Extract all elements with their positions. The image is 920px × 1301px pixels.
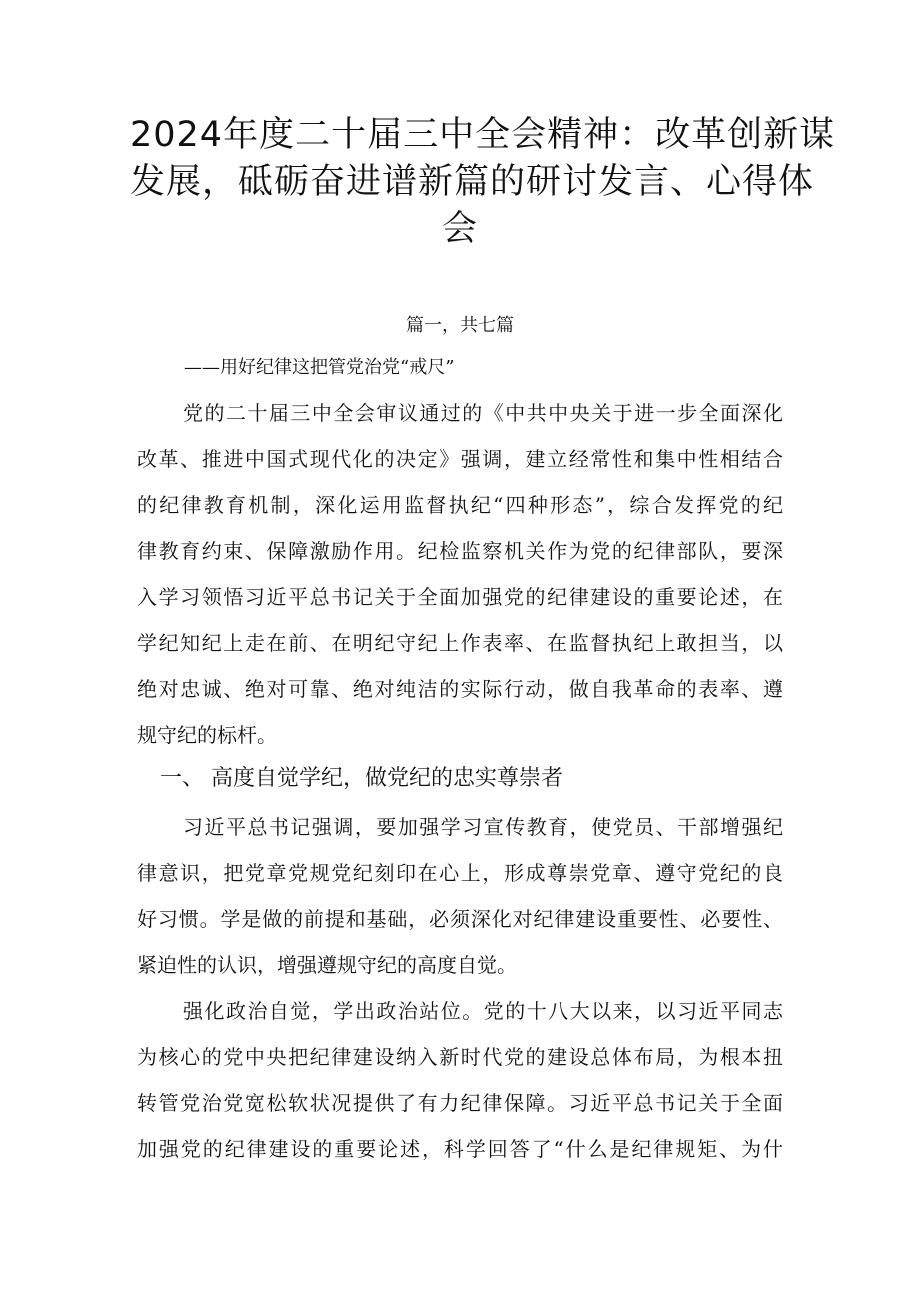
text-line: 规守纪的标杆。 <box>137 723 277 747</box>
text-line: 改革、推进中国式现代化的决定》强调，建立经常性和集中性相结合 <box>137 447 783 471</box>
text-line: 转管党治党宽松软状况提供了有力纪律保障。习近平总书记关于全面 <box>137 1091 783 1115</box>
title-line: 发展，砥砺奋进谱新篇的研讨发言、心得体 <box>130 162 815 202</box>
text-line: 好习惯。学是做的前提和基础，必须深化对纪律建设重要性、必要性、 <box>137 907 783 931</box>
text-line: 入学习领悟习近平总书记关于全面加强党的纪律建设的重要论述，在 <box>137 585 783 609</box>
section-subtitle: 篇一，共七篇 <box>406 315 514 336</box>
epigraph: ——用好纪律这把管党治党“戒尺” <box>184 357 455 378</box>
text-line: 加强党的纪律建设的重要论述，科学回答了“什么是纪律规矩、为什 <box>137 1137 783 1161</box>
title-line: 2024年度二十届三中全会精神：改革创新谋 <box>130 115 836 155</box>
document-title <box>130 112 836 253</box>
text-line: 为核心的党中央把纪律建设纳入新时代党的建设总体布局，为根本扭 <box>137 1045 783 1069</box>
text-line: 紧迫性的认识，增强遵规守纪的高度自觉。 <box>137 953 517 977</box>
text-line: 律意识，把党章党规党纪刻印在心上，形成尊崇党章、遵守党纪的良 <box>137 861 783 885</box>
text-line: 强化政治自觉，学出政治站位。党的十八大以来，以习近平同志 <box>183 999 783 1023</box>
text-line: 的纪律教育机制，深化运用监督执纪“四种形态”，综合发挥党的纪 <box>137 493 783 517</box>
section-heading: 一、 高度自觉学纪，做党纪的忠实尊崇者 <box>160 766 563 791</box>
text-line: 习近平总书记强调，要加强学习宣传教育，使党员、干部增强纪 <box>183 815 783 839</box>
text-line: 律教育约束、保障激励作用。纪检监察机关作为党的纪律部队，要深 <box>137 539 783 563</box>
text-line: 学纪知纪上走在前、在明纪守纪上作表率、在监督执纪上敢担当，以 <box>137 631 783 655</box>
text-line: 绝对忠诚、绝对可靠、绝对纯洁的实际行动，做自我革命的表率、遵 <box>137 677 783 701</box>
text-line: 党的二十届三中全会审议通过的《中共中央关于进一步全面深化 <box>183 401 783 425</box>
title-line: 会 <box>441 209 478 249</box>
